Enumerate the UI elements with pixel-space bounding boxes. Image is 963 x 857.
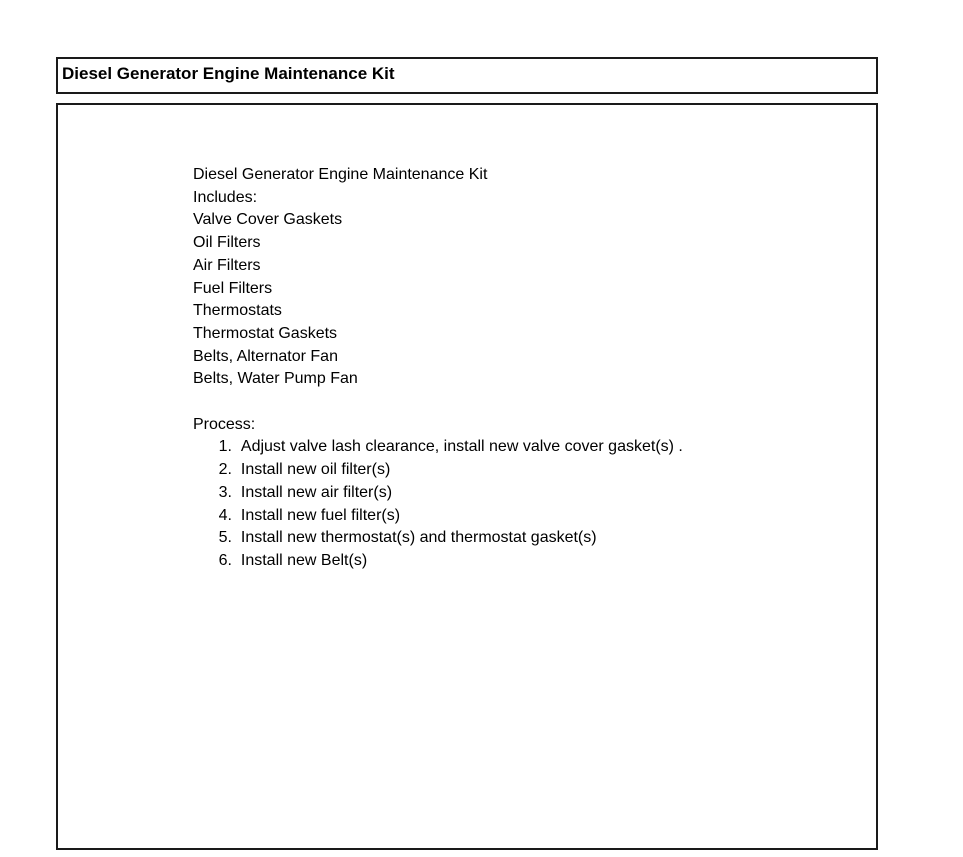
list-item: Thermostat Gaskets (193, 324, 338, 342)
list-item: Oil Filters (193, 234, 261, 252)
includes-label: Includes: (193, 188, 258, 206)
step-number: 3. (218, 483, 232, 501)
page-title: Diesel Generator Engine Maintenance Kit (62, 64, 395, 83)
list-item: Air Filters (193, 256, 261, 274)
step-text: Install new air filter(s) (240, 483, 393, 501)
step-number: 1. (218, 438, 232, 456)
list-item: Valve Cover Gaskets (193, 211, 343, 229)
list-item: Belts, Water Pump Fan (193, 370, 358, 388)
step-text: Adjust valve lash clearance, install new valve cover gasket(s) . (240, 438, 683, 456)
process-step (193, 459, 683, 482)
step-number: 5. (218, 529, 232, 547)
content-box (56, 103, 878, 850)
process-step (193, 505, 683, 528)
list-item: Fuel Filters (193, 279, 273, 297)
process-step (193, 550, 683, 573)
list-item: Belts, Alternator Fan (193, 347, 338, 365)
kit-description (193, 164, 683, 573)
list-item: Thermostats (193, 302, 282, 320)
spacer (193, 391, 683, 414)
process-label: Process: (193, 415, 256, 433)
step-number: 6. (218, 551, 232, 569)
step-text: Install new thermostat(s) and thermostat gasket(s) (240, 529, 597, 547)
process-step (193, 436, 683, 459)
step-text: Install new oil filter(s) (240, 461, 391, 479)
step-text: Install new fuel filter(s) (240, 506, 401, 524)
step-number: 2. (218, 461, 232, 479)
process-step (193, 482, 683, 505)
process-steps (193, 436, 683, 572)
kit-heading: Diesel Generator Engine Maintenance Kit (193, 166, 488, 183)
title-box (56, 57, 878, 94)
step-text: Install new Belt(s) (240, 551, 368, 569)
includes-list (193, 209, 683, 391)
process-step (193, 527, 683, 550)
step-number: 4. (218, 506, 232, 524)
